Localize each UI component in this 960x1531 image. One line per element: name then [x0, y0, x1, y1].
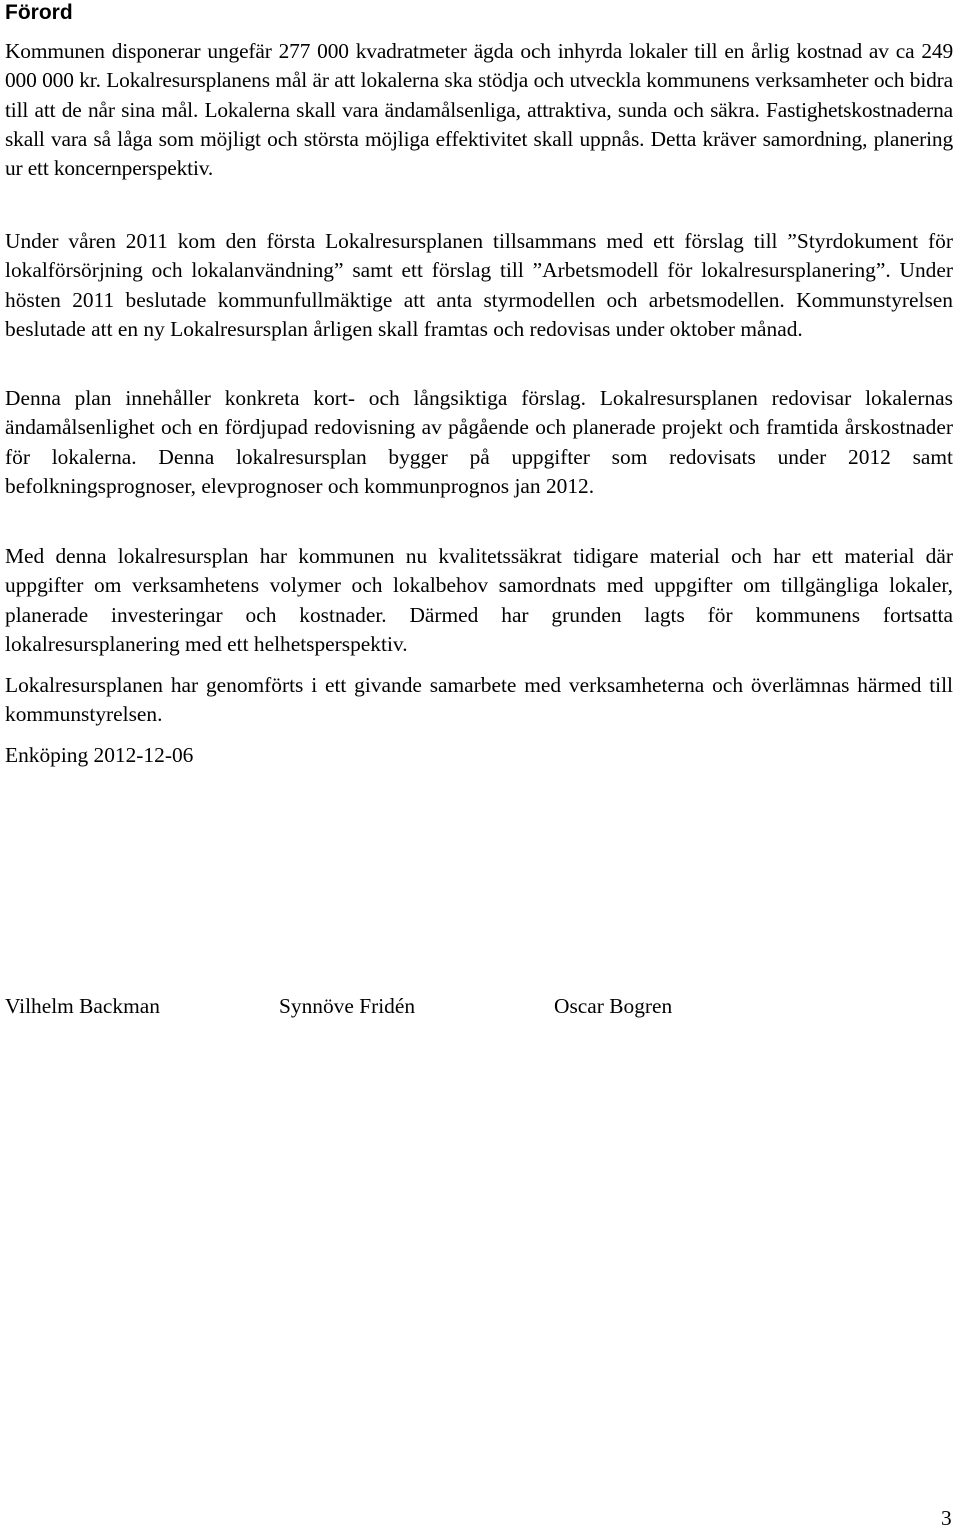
page-heading: Förord: [5, 1, 73, 24]
paragraph-background: Under våren 2011 kom den första Lokalresursplanen tillsammans med ett förslag till ”Styrdokument för lokalförsörjning och lokalanvändning” samt ett förslag till ”Arbetsmodell för lokalresursplanering”. Under hösten 2011 beslutade kommunfullmäktige att anta styrmodellen och arbetsmodellen. Kommunstyrelsen beslutade att en ny Lokalresursplan årligen skall framtas och redovisas under oktober månad.: [5, 229, 953, 341]
signature-name: Vilhelm Backman: [5, 994, 160, 1018]
paragraph-intro: Kommunen disponerar ungefär 277 000 kvadratmeter ägda och inhyrda lokaler till en årlig kostnad av ca 249 000 000 kr. Lokalresursplanens mål är att lokalerna ska stödja och utveckla kommunens verksamheter och bidra till att de når sina mål. Lokalerna skall vara ändamålsenliga, attraktiva, sunda och säkra. Fastighetskostnaderna skall vara så låga som möjligt och största möjliga effektivitet skall uppnås. Detta kräver samordning, planering ur ett koncernperspektiv.: [5, 39, 953, 181]
signature-name: Synnöve Fridén: [279, 994, 416, 1018]
date-line: Enköping 2012-12-06: [5, 743, 194, 767]
paragraph-handover: Lokalresursplanen har genomförts i ett givande samarbete med verksamheterna och överlämnas härmed till kommunstyrelsen.: [5, 673, 953, 727]
paragraph-plan-content: Denna plan innehåller konkreta kort- och långsiktiga förslag. Lokalresursplanen redovisar lokalernas ändamålsenlighet och en fördjupad redovisning av pågående och planerade projekt och framtida årskostnader för lokalerna. Denna lokalresursplan bygger på uppgifter som redovisats under 2012 samt befolkningsprognoser, elevprognoser och kommunprognos jan 2012.: [5, 386, 953, 498]
paragraph-quality: Med denna lokalresursplan har kommunen nu kvalitetssäkrat tidigare material och har ett material där uppgifter om verksamhetens volymer och lokalbehov samordnats med uppgifter om tillgängliga lokaler, planerade investeringar och kostnader. Därmed har grunden lagts för kommunens fortsatta lokalresursplanering med ett helhetsperspektiv.: [5, 544, 953, 656]
document-page: [5, 0, 953, 1018]
signature-name: Oscar Bogren: [554, 994, 673, 1018]
page-number: 3: [941, 1506, 952, 1530]
